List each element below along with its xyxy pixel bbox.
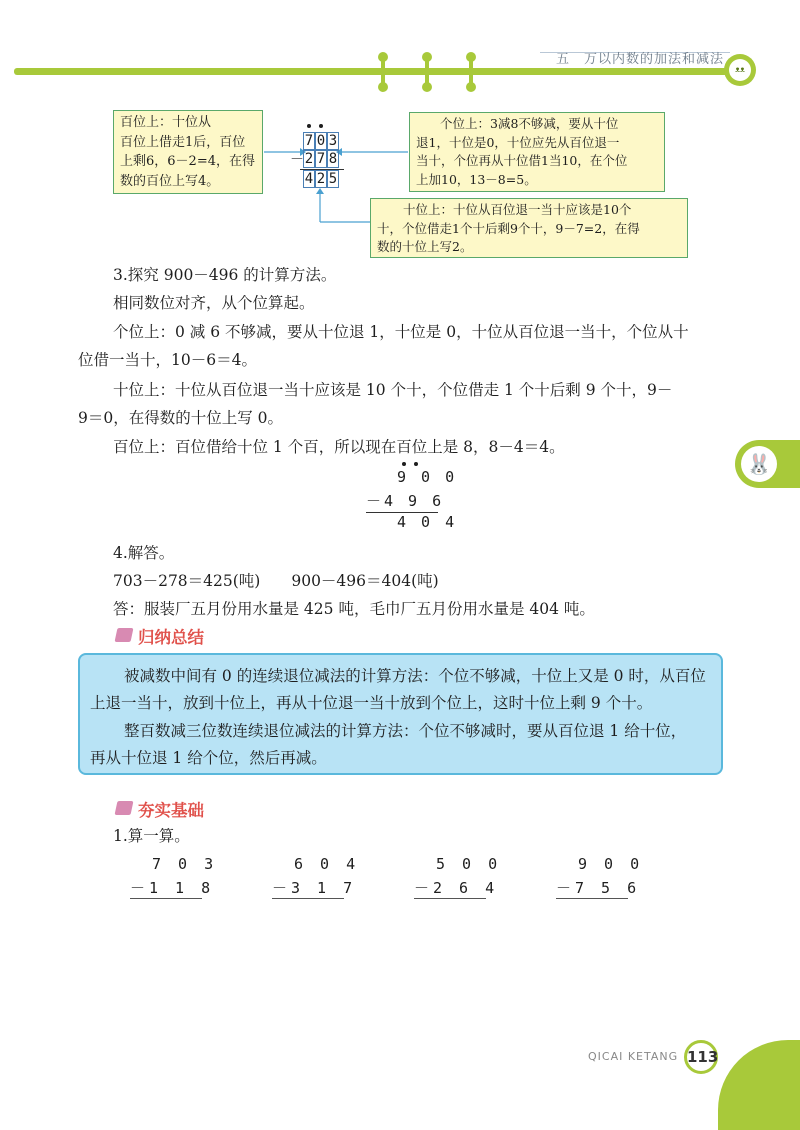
section3-line: 相同数位对齐，从个位算起。 — [113, 294, 315, 312]
page-number: 113 — [684, 1040, 718, 1074]
bird-logo-icon: ᴥᴥ — [729, 59, 751, 81]
exercise-minuend: 5 0 0 — [436, 855, 502, 873]
footer-label: QICAI KETANG — [588, 1050, 679, 1063]
section3-title: 3.探究 900－496 的计算方法。 — [113, 266, 337, 284]
bunny-icon: 🐰 — [741, 446, 777, 482]
digit-cell: 5 — [328, 171, 338, 187]
practice-title: 1.算一算。 — [113, 827, 190, 845]
section4-equations: 703－278＝425(吨) 900－496＝404(吨) — [113, 572, 439, 590]
exercise-minuend: 9 0 0 — [578, 855, 644, 873]
chapter-title: 五 万以内数的加法和减法 — [556, 52, 725, 67]
arrow-head-icon — [316, 188, 324, 194]
callout-line: 百位上借走1后，百位 — [120, 134, 246, 150]
digit-cell: 2 — [304, 151, 314, 167]
callout-line: 十位上：十位从百位退一当十应该是10个 — [403, 202, 632, 217]
digit-cell: 3 — [328, 133, 338, 149]
binder-peg-icon — [422, 52, 432, 92]
vertical-calc-703-278 — [290, 120, 344, 188]
digit-cell: 0 — [316, 133, 326, 149]
callout-line: 上加10，13－8=5。 — [416, 171, 537, 187]
summary-line: 上退一当十，放到十位上，再从十位退一当十放到个位上，这时十位上剩 9 个十。 — [90, 694, 653, 712]
minus-sign: － — [290, 152, 304, 168]
side-tab — [735, 440, 800, 488]
exercise-minuend: 7 0 3 — [152, 855, 218, 873]
notebook-icon — [115, 801, 134, 815]
calc-result: 4 0 4 — [397, 513, 458, 531]
summary-line: 被减数中间有 0 的连续退位减法的计算方法：个位不够减，十位上又是 0 时，从百位 — [124, 667, 706, 685]
section3-ones-rule: 位借一当十，10－6＝4。 — [78, 351, 257, 369]
exercise-minuend: 6 0 4 — [294, 855, 360, 873]
practice-heading: 夯实基础 — [138, 801, 204, 820]
callout-line: 十，个位借走1个十后剩9个十，9－7=2，在得 — [377, 220, 640, 236]
callout-line: 数的十位上写2。 — [377, 239, 473, 254]
binder-peg-icon — [466, 52, 476, 92]
digit-cell: 7 — [304, 133, 314, 149]
callout-hundreds — [113, 110, 263, 194]
callout-ones — [409, 112, 665, 192]
exercise-subtrahend: －2 6 4 — [414, 879, 499, 897]
section4-answer: 答：服装厂五月份用水量是 425 吨，毛巾厂五月份用水量是 404 吨。 — [113, 600, 595, 618]
section3-tens-rule: 十位上：十位从百位退一当十应该是 10 个十，个位借走 1 个十后剩 9 个十，9－ — [113, 381, 673, 399]
calc-subtrahend: －4 9 6 — [366, 492, 445, 510]
digit-cell: 7 — [316, 151, 326, 167]
exercise-divider — [130, 898, 202, 899]
summary-line: 整百数减三位数连续退位减法的计算方法：个位不够减时，要从百位退 1 给十位， — [124, 722, 687, 740]
digit-cell: 2 — [316, 171, 326, 187]
exercise-divider — [556, 898, 628, 899]
callout-line: 当十，个位再从十位借1当10，在个位 — [416, 153, 628, 168]
callout-line: 数的百位上写4。 — [120, 173, 220, 189]
summary-line: 再从十位退 1 给个位，然后再减。 — [90, 749, 327, 767]
callout-line: 个位上：3减8不够减，要从十位 — [440, 116, 619, 131]
calc-minuend: 9 0 0 — [397, 468, 458, 486]
digit-cell: 4 — [304, 171, 314, 187]
summary-box — [78, 653, 723, 775]
digit-cell: 8 — [328, 151, 338, 167]
footer-decoration — [718, 1040, 800, 1130]
exercise-divider — [414, 898, 486, 899]
exercise-subtrahend: －7 5 6 — [556, 879, 641, 897]
borrow-dot — [414, 462, 418, 466]
borrow-dot — [319, 124, 323, 128]
exercise-divider — [272, 898, 344, 899]
notebook-icon — [115, 628, 134, 642]
summary-heading: 归纳总结 — [138, 628, 204, 647]
section3-tens-rule: 9＝0，在得数的十位上写 0。 — [78, 409, 284, 427]
exercise-subtrahend: －3 1 7 — [272, 879, 357, 897]
callout-line: 上剩6，6－2=4，在得 — [120, 154, 255, 169]
header-logo — [724, 54, 756, 86]
section4-title: 4.解答。 — [113, 544, 175, 562]
section3-ones-rule: 个位上：0 减 6 不够减，要从十位退 1，十位是 0，十位从百位退一当十，个位从十 — [113, 323, 689, 341]
section3-hundreds-rule: 百位上：百位借给十位 1 个百，所以现在百位上是 8，8－4＝4。 — [113, 438, 565, 456]
borrow-dot — [402, 462, 406, 466]
borrow-dot — [307, 124, 311, 128]
exercise-subtrahend: －1 1 8 — [130, 879, 215, 897]
callout-line: 百位上：十位从 — [120, 115, 212, 130]
callout-line: 退1，十位是0，十位应先从百位退一 — [416, 134, 620, 150]
binder-peg-icon — [378, 52, 388, 92]
